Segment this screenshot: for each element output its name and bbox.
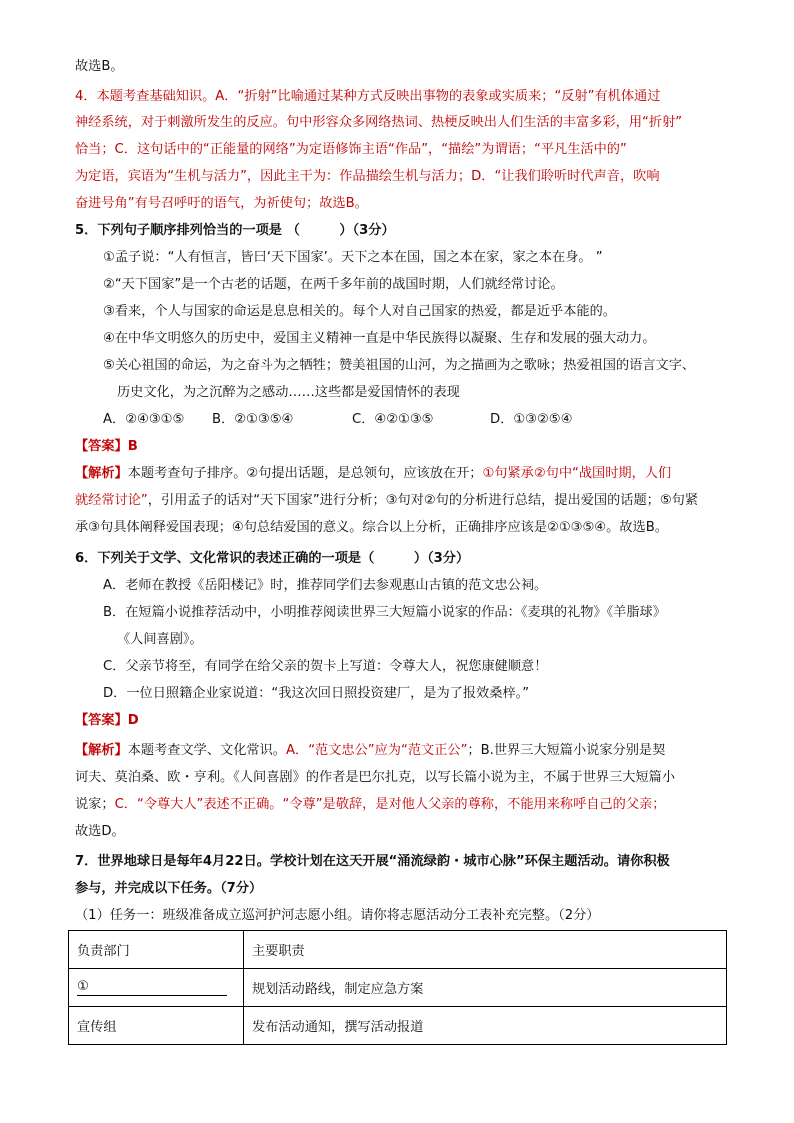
- q7-task-1: （1）任务一：班级准备成立巡河护河志愿小组。请你将志愿活动分工表补充完整。（2分）: [75, 908, 600, 923]
- q5-answer: [75, 437, 138, 457]
- q6-option-b-line-2: 《人间喜剧》。: [117, 632, 203, 647]
- q6-analysis-1c: ；B.世界三大短篇小说家分别是契: [467, 743, 666, 758]
- q4-conclusion: 故选B。: [75, 59, 124, 74]
- q5-analysis-line-3: 承③句具体阐释爱国表现；④句总结爱国的意义。综合以上分析，正确排序应该是②①③⑤④。故选B。: [75, 520, 668, 535]
- q5-analysis-label: 【解析】: [75, 466, 128, 481]
- q5-answer-label: 【答案】: [75, 439, 128, 454]
- q5-option-d: D．①③②⑤④: [490, 412, 573, 427]
- table-header-dept: 负责部门: [69, 931, 244, 969]
- q4-analysis-line-2: 神经系统，对于刺激所发生的反应。句中形容众多网络热词、热梗反映出人们生活的丰富多彩，用“折射”: [75, 115, 683, 130]
- table-row: [69, 1007, 727, 1045]
- q5-analysis-2b: ，引用孟子的话对“天下国家”进行分析；③句对②句的分析进行总结，提出爱国的话题；⑤句紧: [147, 493, 699, 508]
- q6-analysis-3a: 说家；: [75, 797, 115, 812]
- q4-analysis-line-4: 为定语，宾语为“生机与活力”，因此主干为：作品描绘生机与活力；D．“让我们聆听时代声音，吹响: [75, 169, 660, 184]
- q6-analysis-1b: A．“范文忠公”应为“范文正公”: [286, 743, 468, 758]
- q7-stem-line-1: 7．世界地球日是每年4月22日。学校计划在这天开展“涌流绿韵・城市心脉”环保主题活动。请你积极: [75, 854, 670, 869]
- table-header-duty: 主要职责: [244, 931, 727, 969]
- blank-number: ①: [77, 979, 89, 994]
- q6-option-c: C．父亲节将至，有同学在给父亲的贺卡上写道：令尊大人，祝您康健顺意！: [103, 659, 548, 674]
- q4-analysis-line-5: 奋进号角”有号召呼吁的语气，为祈使句；故选B。: [75, 196, 368, 211]
- table-cell-duty: 发布活动通知，撰写活动报道: [244, 1007, 727, 1045]
- table-cell-dept-blank[interactable]: [69, 969, 244, 1007]
- q5-analysis-1a: 本题考查句子排序。②句提出话题，是总领句，应该放在开；: [127, 466, 483, 481]
- q6-option-b-line-1: B．在短篇小说推荐活动中，小明推荐阅读世界三大短篇小说家的作品：《麦琪的礼物》《羊脂球》: [103, 605, 666, 620]
- q6-analysis-label: 【解析】: [75, 743, 128, 758]
- q5-sentence-5b: 历史文化，为之沉醉为之感动……这些都是爱国情怀的表现: [117, 385, 460, 400]
- q6-analysis-line-3: [75, 795, 665, 815]
- q5-sentence-5a: ⑤关心祖国的命运，为之奋斗为之牺牲；赞美祖国的山河，为之描画为之歌咏；热爱祖国的语言文字、: [103, 358, 696, 373]
- q6-analysis-1a: 本题考查文学、文化常识。: [127, 743, 286, 758]
- q5-sentence-3: ③看来，个人与国家的命运是息息相关的。每个人对自己国家的热爱，都是近乎本能的。: [103, 304, 616, 319]
- q4-analysis-line-1a: 4．本题考查基础知识。A．“折射”比喻通过某种方式反映出事物的表象或实质来；: [75, 89, 555, 104]
- q5-sentence-2: ②“天下国家”是一个古老的话题，在两千多年前的战国时期，人们就经常讨论。: [103, 277, 564, 292]
- table-cell-dept: 宣传组: [69, 1007, 244, 1045]
- q6-stem: 6．下列关于文学、文化常识的表述正确的一项是（ ）（3分）: [75, 551, 470, 566]
- q6-option-d: D．一位日照籍企业家说道：“我这次回日照投资建厂，是为了报效桑梓。”: [103, 686, 530, 701]
- q7-stem-line-2: 参与，并完成以下任务。（7分）: [75, 881, 263, 896]
- q5-analysis-line-2: [75, 491, 698, 511]
- q4-analysis-line-1b: “反射”有机体通过: [554, 89, 661, 104]
- q6-analysis-3b: C．“令尊大人”表述不正确。“令尊”是敬辞，是对他人父亲的尊称，不能用来称呼自己的父亲；: [114, 797, 666, 812]
- q6-answer-label: 【答案】: [75, 713, 128, 728]
- q6-answer: [75, 711, 139, 731]
- table-row: [69, 969, 727, 1007]
- q5-sentence-1: ①孟子说：“人有恒言，皆曰‘天下国家’。天下之本在国，国之本在家，家之本在身。 ”: [103, 250, 603, 265]
- q4-analysis-line-1: [75, 87, 660, 107]
- q6-analysis-line-2: 诃夫、莫泊桑、欧・亨利。《人间喜剧》的作者是巴尔扎克，以写长篇小说为主，不属于世界三大短篇小: [75, 770, 676, 785]
- q4-analysis-line-3: 恰当；C．这句话中的“正能量的网络”为定语修饰主语“作品”，“描绘”为谓语；“平凡生活中的”: [75, 142, 627, 157]
- q5-analysis-line-1: [75, 464, 671, 484]
- q5-analysis-1b: ①句紧承②句中“战国时期，人们: [482, 466, 672, 481]
- q5-stem: 5．下列句子顺序排列恰当的一项是 （ ）（3分）: [75, 223, 395, 238]
- table-header-row: [69, 931, 727, 969]
- q5-option-c: C．④②①③⑤: [352, 412, 434, 427]
- fill-in-blank[interactable]: [77, 979, 227, 996]
- q5-option-b: B．②①③⑤④: [212, 412, 294, 427]
- q6-option-a: A．老师在教授《岳阳楼记》时，推荐同学们去参观惠山古镇的范文忠公祠。: [103, 578, 548, 593]
- q6-analysis-line-1: [75, 741, 665, 761]
- q6-answer-value: D: [127, 713, 139, 728]
- volunteer-duty-table: [68, 930, 727, 1045]
- q5-analysis-2a: 就经常讨论”: [75, 493, 148, 508]
- q6-analysis-line-4: 故选D。: [75, 824, 125, 839]
- q5-sentence-4: ④在中华文明悠久的历史中，爱国主义精神一直是中华民族得以凝聚、生存和发展的强大动力。: [103, 331, 656, 346]
- q5-answer-value: B: [127, 439, 138, 454]
- q5-option-a: A．②④③①⑤: [103, 412, 185, 427]
- table-cell-duty: 规划活动路线，制定应急方案: [244, 969, 727, 1007]
